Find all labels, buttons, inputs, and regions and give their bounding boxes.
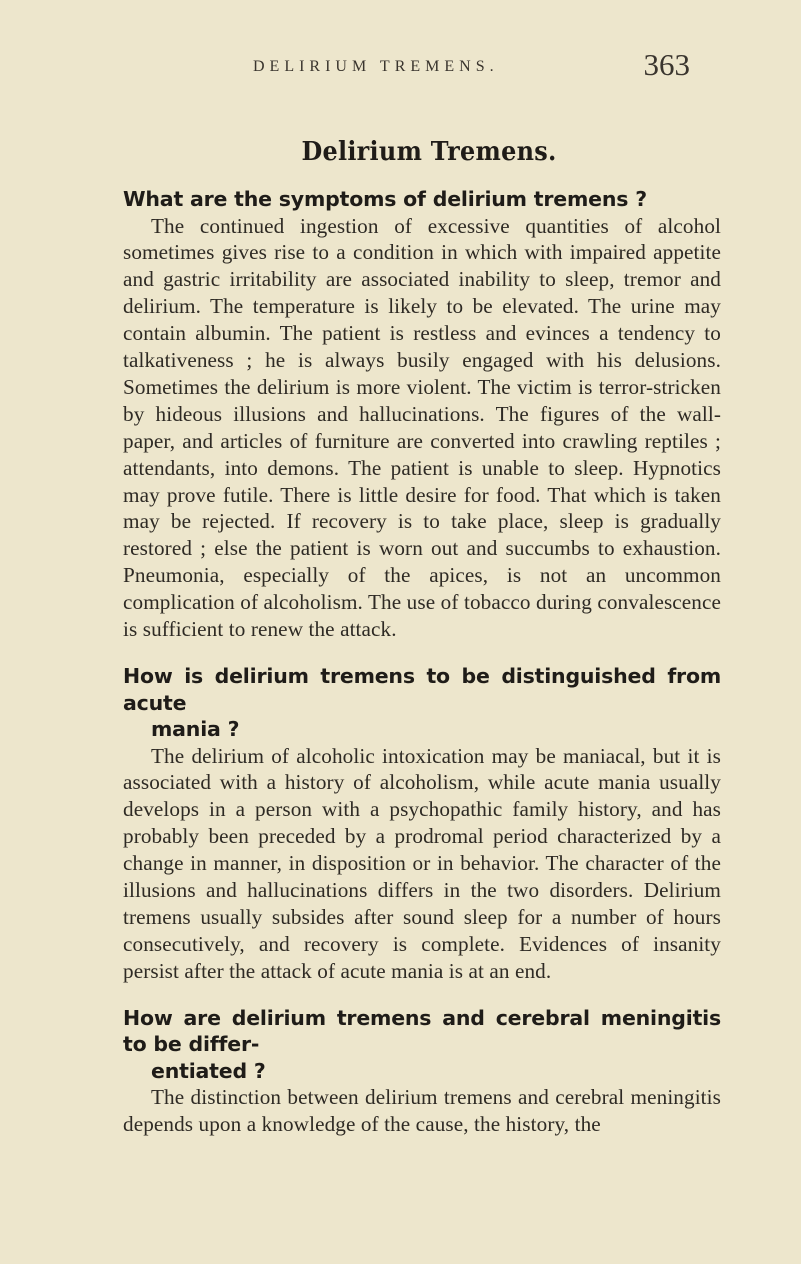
body-text — [123, 186, 721, 1138]
page-number: 363 — [643, 47, 690, 82]
question-distinguish-mania — [123, 663, 721, 743]
question-symptoms: What are the symptoms of delirium tremens ? — [123, 187, 647, 211]
answer-differentiate-meningitis: The distinction between delirium tremens and cerebral meningitis depends upon a knowledge of the cause, the history, the — [123, 1085, 721, 1137]
chapter-title: Delirium Tremens. — [301, 137, 557, 167]
question-differentiate-meningitis — [123, 1005, 721, 1085]
answer-distinguish-mania: The delirium of alcoholic intoxication may be maniacal, but it is associated with a history of alcoholism, while acute mania usually develops in a person with a psychopathic family history, and has probably been preceded by a prodromal period characterized by a change in manner, in disposition or in behavior. The character of the illusions and hallucinations differs in the two disorders. Delirium tremens usually subsides after sound sleep for a number of hours consecutively, and recovery is complete. Evidences of insanity persist after the attack of acute mania is at an end. — [123, 743, 721, 983]
question-line-continued: entiated ? — [151, 1058, 266, 1083]
running-head: DELIRIUM TREMENS. — [253, 58, 499, 75]
question-line-continued: mania ? — [151, 717, 240, 741]
question-line: How is delirium tremens to be distinguished from acute — [123, 664, 721, 715]
answer-symptoms: The continued ingestion of excessive quantities of alcohol sometimes gives rise to a condition in which with impaired appetite and gastric irritability are associated inability to sleep, tremor and delirium. The temperature is likely to be elevated. The urine may contain albumin. The patient is restless and evinces a tendency to talkativeness ; he is always busily engaged with his delusions. Sometimes the delirium is more violent. The victim is terror-stricken by hideous illusions and hallucinations. The figures of the wall-paper, and articles of furniture are converted into crawling reptiles ; attendants, into demons. The patient is unable to sleep. Hypnotics may prove futile. There is little desire for food. That which is taken may be rejected. If recovery is to take place, sleep is gradually restored ; else the patient is worn out and succumbs to exhaustion. Pneumonia, especially of the apices, is not an uncommon complication of alcoholism. The use of tobacco during convalescence is sufficient to renew the attack. — [123, 213, 721, 642]
question-line: How are delirium tremens and cerebral meningitis to be differ- — [123, 1005, 721, 1057]
